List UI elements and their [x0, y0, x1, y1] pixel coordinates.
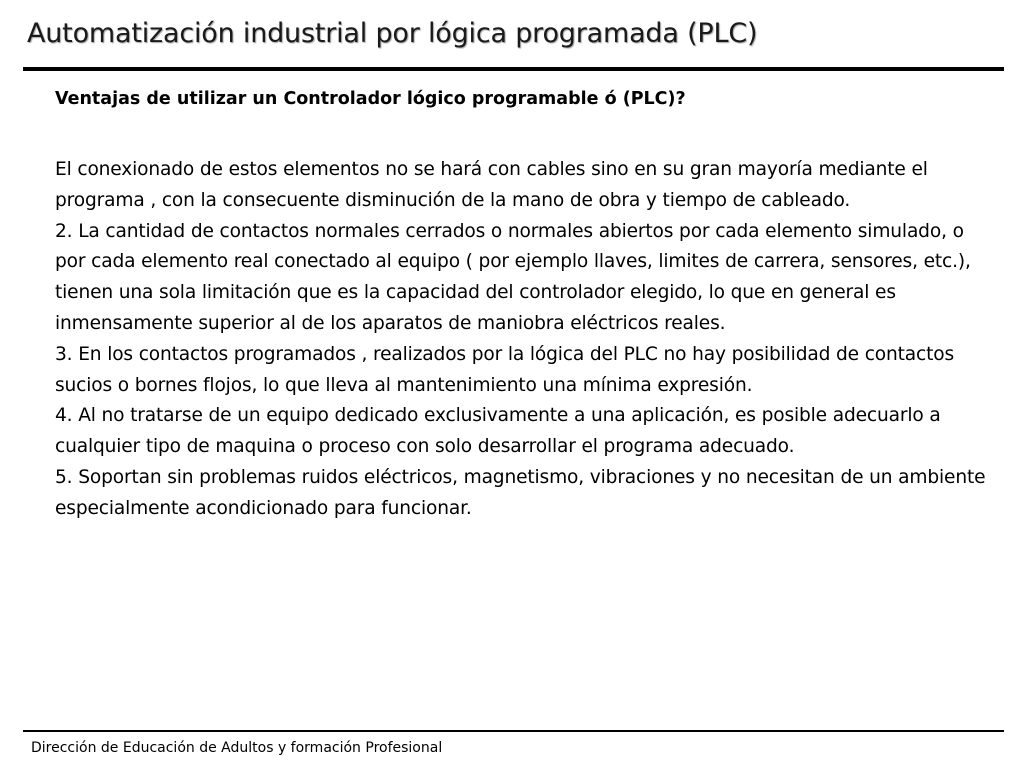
body-paragraph: El conexionado de estos elementos no se hará con cables sino en su gran mayoría mediante el programa , con la consecuente disminución de la mano de obra y tiempo de cableado.	[55, 159, 928, 211]
body-paragraph: 4. Al no tratarse de un equipo dedicado exclusivamente a una aplicación, es posible adecuarlo a cualquier tipo de maquina o proceso con solo desarrollar el programa adecuado.	[55, 405, 941, 458]
slide-subtitle: Ventajas de utilizar un Controlador lógico programable ó (PLC)?	[55, 89, 686, 109]
footer-divider	[23, 730, 1004, 732]
slide-body	[55, 155, 990, 525]
body-paragraph: 3. En los contactos programados , realizados por la lógica del PLC no hay posibilidad de contactos sucios o bornes flojos, lo que lleva al mantenimiento una mínima expresión.	[55, 343, 955, 396]
body-paragraph: 5. Soportan sin problemas ruidos eléctricos, magnetismo, vibraciones y no necesitan de un ambiente especialmente acondicionado para funcionar.	[55, 466, 986, 519]
title-divider	[23, 67, 1004, 71]
slide-title: Automatización industrial por lógica programada (PLC)	[27, 18, 758, 49]
slide-footer: Dirección de Educación de Adultos y formación Profesional	[31, 740, 443, 756]
body-paragraph: 2. La cantidad de contactos normales cerrados o normales abiertos por cada elemento simulado, o por cada elemento real conectado al equipo ( por ejemplo llaves, limites de carrera, sensores, etc.), tienen una sola limitación que es la capacidad del controlador elegido, lo que en general es inmensamente superior al de los aparatos de maniobra eléctricos reales.	[55, 220, 971, 334]
